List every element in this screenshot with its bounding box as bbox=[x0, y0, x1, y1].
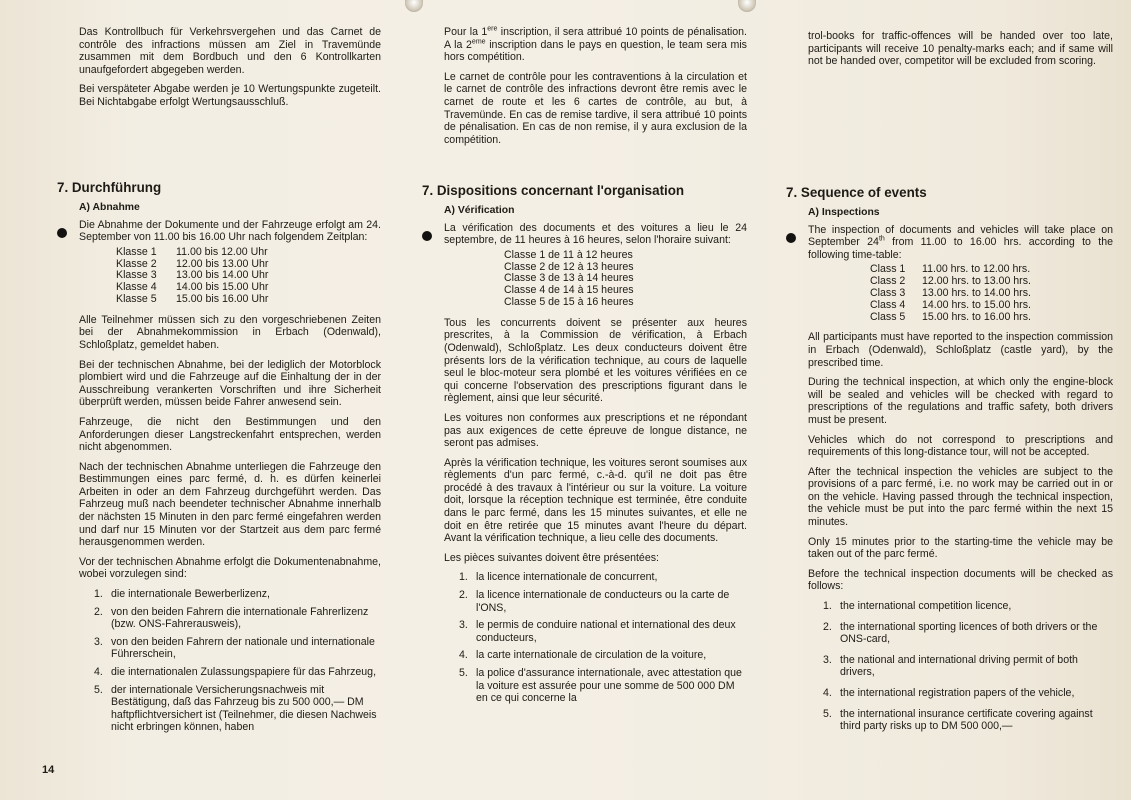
list-text: die internationalen Zulassungspapiere für das Fahrzeug, bbox=[111, 666, 377, 679]
french-intro bbox=[444, 26, 747, 153]
german-intro-para-2: Bei verspäteter Abgabe werden je 10 Wertungspunkte zugeteilt. Bei Nichtabgabe erfolgt Wertungsausschluß. bbox=[79, 83, 381, 108]
list-item bbox=[444, 619, 747, 644]
list-number: 3. bbox=[823, 653, 832, 666]
schedule-row bbox=[504, 261, 747, 273]
list-item bbox=[808, 687, 1113, 700]
bullet-dot-icon bbox=[786, 233, 796, 243]
schedule-row bbox=[870, 263, 1113, 275]
english-heading: 7. Sequence of events bbox=[786, 185, 927, 200]
list-item bbox=[808, 600, 1113, 613]
german-heading: 7. Durchführung bbox=[57, 180, 162, 195]
text-run: inscription, il sera attribué 10 points de pénalisation. A la 2 bbox=[444, 26, 747, 51]
english-column bbox=[786, 0, 1113, 800]
list-number: 1. bbox=[459, 571, 468, 584]
list-item bbox=[79, 636, 381, 661]
list-item bbox=[808, 621, 1113, 646]
french-section bbox=[422, 183, 747, 710]
english-intro bbox=[808, 30, 1113, 75]
german-lead: Die Abnahme der Dokumente und der Fahrzeuge erfolgt am 24. September von 11.00 bis 16.00 Uhr nach folgendem Zeitplan: bbox=[79, 218, 381, 244]
french-lead: La vérification des documents et des voitures a lieu le 24 septembre, de 11 heures à 16 heures, selon l'horaire suivant: bbox=[444, 221, 747, 247]
schedule-class: Klasse 2 bbox=[116, 257, 157, 270]
schedule-class: Class 3 bbox=[870, 286, 906, 299]
list-text: la licence internationale de conducteurs ou la carte de l'ONS, bbox=[476, 589, 730, 614]
german-section bbox=[57, 180, 381, 739]
french-para: Les pièces suivantes doivent être présentées: bbox=[444, 551, 659, 564]
list-number: 1. bbox=[823, 600, 832, 613]
schedule-time: 12.00 hrs. to 13.00 hrs. bbox=[922, 275, 1031, 288]
schedule-class: Class 1 bbox=[870, 263, 906, 276]
schedule-time: Classe 4 de 14 à 15 heures bbox=[504, 284, 634, 297]
schedule-time: 11.00 bis 12.00 Uhr bbox=[176, 245, 268, 258]
german-para: Bei der technischen Abnahme, bei der lediglich der Motorblock plombiert wird und die Fahrzeuge auf die Einhaltung der in der Ausschreibung verankerten Vorschriften und ihre Sicherheit überprüft werden, müssen beide Fahrer anwesend sein. bbox=[79, 358, 381, 409]
schedule-time: 14.00 bis 15.00 Uhr bbox=[176, 281, 269, 294]
schedule-row bbox=[116, 293, 381, 305]
german-para: Nach der technischen Abnahme unterliegen die Fahrzeuge den Bestimmungen eines parc fermé, d. h. es dürfen keinerlei Arbeiten in oder an dem Fahrzeug durchgeführt werden. Das Fahrzeug muß nach beendeter technischer Abnahme innerhalb der nächsten 15 Minuten in den parc fermé eingefahren werden und darf nur 15 Minuten vor der Startzeit aus dem parc fermé herausgenommen werden. bbox=[79, 460, 381, 549]
schedule-row bbox=[116, 258, 381, 270]
list-number: 2. bbox=[459, 589, 468, 602]
list-number: 4. bbox=[459, 649, 468, 662]
french-schedule bbox=[504, 249, 747, 308]
schedule-time: 13.00 bis 14.00 Uhr bbox=[176, 269, 269, 282]
list-text: le permis de conduire national et international des deux conducteurs, bbox=[476, 619, 736, 644]
schedule-row bbox=[504, 272, 747, 284]
german-document-list bbox=[79, 588, 381, 734]
list-number: 2. bbox=[94, 605, 103, 618]
list-number: 5. bbox=[94, 683, 103, 696]
french-subheading: A) Vérification bbox=[444, 205, 515, 216]
schedule-row bbox=[116, 269, 381, 281]
list-item bbox=[808, 654, 1113, 679]
schedule-row bbox=[116, 281, 381, 293]
text-run: The inspection of documents and vehicles will take place on September 24 bbox=[808, 223, 1113, 249]
english-para: Vehicles which do not correspond to prescriptions and requirements of this long-distance tour, will not be accepted. bbox=[808, 433, 1113, 459]
schedule-row bbox=[116, 246, 381, 258]
superscript: th bbox=[878, 235, 885, 243]
english-subheading: A) Inspections bbox=[808, 207, 880, 218]
list-number: 3. bbox=[459, 619, 468, 632]
list-text: von den beiden Fahrern der nationale und internationale Führerschein, bbox=[111, 635, 375, 661]
schedule-time: 12.00 bis 13.00 Uhr bbox=[176, 257, 269, 270]
german-subheading: A) Abnahme bbox=[79, 202, 140, 213]
schedule-row bbox=[870, 299, 1113, 311]
french-lead-block bbox=[444, 222, 747, 247]
list-text: la police d'assurance internationale, avec attestation que la voiture est assurée pour une somme de 500 000 DM en ce qui concerne la bbox=[476, 667, 742, 705]
schedule-time: Classe 1 de 11 à 12 heures bbox=[504, 248, 633, 261]
text-run: from 11.00 to 16.00 hrs. according to the following time-table: bbox=[808, 236, 1113, 261]
list-text: von den beiden Fahrern die internationale Fahrerlizenz (bzw. ONS-Fahrerausweis), bbox=[111, 605, 369, 631]
english-para: All participants must have reported to the inspection commission in Erbach (Odenwald), Schloßplatz (castle yard), by the prescribed time. bbox=[808, 331, 1113, 369]
list-item bbox=[79, 684, 381, 734]
french-intro-para-2: Le carnet de contrôle pour les contraventions à la circulation et le carnet de contrôle des infractions devront être remis avec le carnet de route et les 6 cartes de contrôle, au but, à Travemünde. En cas de remise tardive, il sera attribué 10 points de pénalisation. En cas de non remise, il y aura exclusion de la compétition. bbox=[444, 70, 747, 146]
english-lead bbox=[808, 224, 1113, 262]
list-item bbox=[79, 606, 381, 631]
german-para: Alle Teilnehmer müssen sich zu den vorgeschriebenen Zeiten bei der Abnahmekommission in Erbach (Odenwald), Schloßplatz, gemeldet haben. bbox=[79, 313, 381, 351]
schedule-row bbox=[870, 275, 1113, 287]
english-para: Before the technical inspection documents will be checked as follows: bbox=[808, 567, 1113, 593]
schedule-row bbox=[870, 287, 1113, 299]
schedule-class: Class 2 bbox=[870, 275, 906, 288]
list-item bbox=[808, 708, 1113, 733]
schedule-class: Klasse 1 bbox=[116, 245, 157, 258]
schedule-time: Classe 3 de 13 à 14 heures bbox=[504, 272, 634, 285]
english-intro-para: trol-books for traffic-offences will be handed over too late, participants will receive 10 penalty-marks each; and if same will not be handed over, competitor will be excluded from scoring. bbox=[808, 30, 1113, 68]
german-para: Vor der technischen Abnahme erfolgt die Dokumentenabnahme, wobei vorzulegen sind: bbox=[79, 555, 381, 581]
list-item bbox=[79, 588, 381, 601]
list-text: the international competition licence, bbox=[840, 600, 1012, 613]
schedule-time: 11.00 hrs. to 12.00 hrs. bbox=[922, 263, 1031, 276]
french-heading: 7. Dispositions concernant l'organisation bbox=[422, 183, 685, 198]
list-item bbox=[444, 571, 747, 584]
english-schedule bbox=[870, 263, 1113, 322]
german-para: Fahrzeuge, die nicht den Bestimmungen und den Anforderungen dieser Langstreckenfahrt entsprechen, werden nicht abgenommen. bbox=[79, 415, 381, 454]
schedule-row bbox=[504, 249, 747, 261]
bullet-dot-icon bbox=[57, 228, 67, 238]
list-text: the international insurance certificate covering against third party risks up to DM 500 000,— bbox=[840, 707, 1093, 733]
english-para: During the technical inspection, at which only the engine-block will be sealed and vehicles will be checked with regard to prescriptions of the regulations and traffic safety, both drivers must be present. bbox=[808, 376, 1113, 426]
list-number: 3. bbox=[94, 635, 103, 648]
list-text: der internationale Versicherungsnachweis mit Bestätigung, daß das Fahrzeug bis zu 500 000,— DM haftpflichtversichert ist (Teilnehmer, die diesen Nachweis nicht erbringen können, haben bbox=[111, 683, 377, 734]
schedule-row bbox=[504, 296, 747, 308]
text-run: Pour la 1 bbox=[444, 26, 488, 38]
german-schedule bbox=[116, 246, 381, 305]
list-text: the national and international driving permit of both drivers, bbox=[840, 653, 1078, 679]
english-para: Only 15 minutes prior to the starting-time the vehicle may be taken out of the parc fermé. bbox=[808, 535, 1113, 561]
schedule-time: 14.00 hrs. to 15.00 hrs. bbox=[922, 298, 1031, 311]
french-document-list bbox=[444, 571, 747, 704]
schedule-class: Klasse 4 bbox=[116, 281, 157, 294]
schedule-row bbox=[504, 284, 747, 296]
schedule-time: Classe 2 de 12 à 13 heures bbox=[504, 260, 634, 273]
schedule-row bbox=[870, 311, 1113, 323]
superscript: eme bbox=[471, 38, 486, 46]
list-item bbox=[444, 649, 747, 662]
schedule-class: Klasse 5 bbox=[116, 292, 157, 305]
list-item bbox=[444, 589, 747, 614]
list-number: 5. bbox=[823, 707, 832, 720]
french-para: Les voitures non conformes aux prescriptions et ne répondant pas aux exigences de cette épreuve de longue distance, ne seront pas admises. bbox=[444, 411, 747, 450]
schedule-time: 15.00 bis 16.00 Uhr bbox=[176, 292, 269, 305]
schedule-class: Class 5 bbox=[870, 310, 906, 323]
french-para: Après la vérification technique, les voitures seront soumises aux règlements d'un parc fermé, c.-à-d. qu'il ne doit pas être procédé à des travaux à l'intérieur ou sur la voiture. La voiture doit, lorsque la réception technique est terminée, être conduite dans le parc fermé, dans les 15 minutes suivantes, et elle ne doit en être retirée que 15 minutes avant l'heure du départ. Avant la vérification technique, a lieu celle des documents. bbox=[444, 456, 747, 545]
english-section bbox=[786, 185, 1113, 741]
english-lead-block bbox=[808, 224, 1113, 262]
list-number: 1. bbox=[94, 588, 103, 601]
french-intro-para-1 bbox=[444, 26, 747, 64]
list-text: la licence internationale de concurrent, bbox=[476, 571, 658, 584]
french-column bbox=[422, 0, 747, 800]
schedule-time: 13.00 hrs. to 14.00 hrs. bbox=[922, 286, 1031, 299]
list-text: the international registration papers of the vehicle, bbox=[840, 687, 1075, 700]
german-column bbox=[57, 0, 381, 800]
list-item bbox=[444, 667, 747, 705]
list-item bbox=[79, 666, 381, 679]
page-number: 14 bbox=[42, 764, 55, 776]
english-para: After the technical inspection the vehicles are subject to the provisions of a parc fermé, i.e. no work may be carried out in or on the vehicle. Having passed through the technical inspection, the vehicle must be put into the parc fermé within the next 15 minutes. bbox=[808, 465, 1113, 529]
schedule-class: Klasse 3 bbox=[116, 269, 157, 282]
schedule-time: Classe 5 de 15 à 16 heures bbox=[504, 295, 634, 308]
list-number: 5. bbox=[459, 667, 468, 680]
list-text: la carte internationale de circulation de la voiture, bbox=[476, 649, 707, 662]
list-number: 4. bbox=[94, 666, 103, 679]
schedule-class: Class 4 bbox=[870, 298, 906, 311]
french-para: Tous les concurrents doivent se présenter aux heures prescrites, à la Commission de vérification, à Erbach (Odenwald), Schloßplatz. Les deux conducteurs doivent être présents lors de la vérification technique, au cours de laquelle seul le bloc-moteur sera plombé et les voitures vérifiées en ce qui concerne l'observation des prescriptions figurant dans le règlement, ainsi que leur sécurité. bbox=[444, 316, 747, 405]
german-intro-para-1: Das Kontrollbuch für Verkehrsvergehen und das Carnet de contrôle des infractions müssen am Ziel in Travemünde zusammen mit dem Bordbuch und den 6 Kontrollkarten unaufgefordert abgegeben werden. bbox=[79, 26, 381, 76]
german-lead-block bbox=[79, 219, 381, 244]
list-number: 2. bbox=[823, 620, 832, 633]
list-number: 4. bbox=[823, 687, 832, 700]
english-document-list bbox=[808, 600, 1113, 733]
superscript: ere bbox=[487, 25, 498, 33]
schedule-time: 15.00 hrs. to 16.00 hrs. bbox=[922, 310, 1031, 323]
list-text: the international sporting licences of both drivers or the ONS-card, bbox=[840, 620, 1098, 646]
text-run: inscription dans le pays en question, le team sera mis hors compétition. bbox=[444, 38, 747, 64]
list-text: die internationale Bewerberlizenz, bbox=[111, 588, 270, 601]
bullet-dot-icon bbox=[422, 231, 432, 241]
german-intro bbox=[79, 26, 381, 116]
